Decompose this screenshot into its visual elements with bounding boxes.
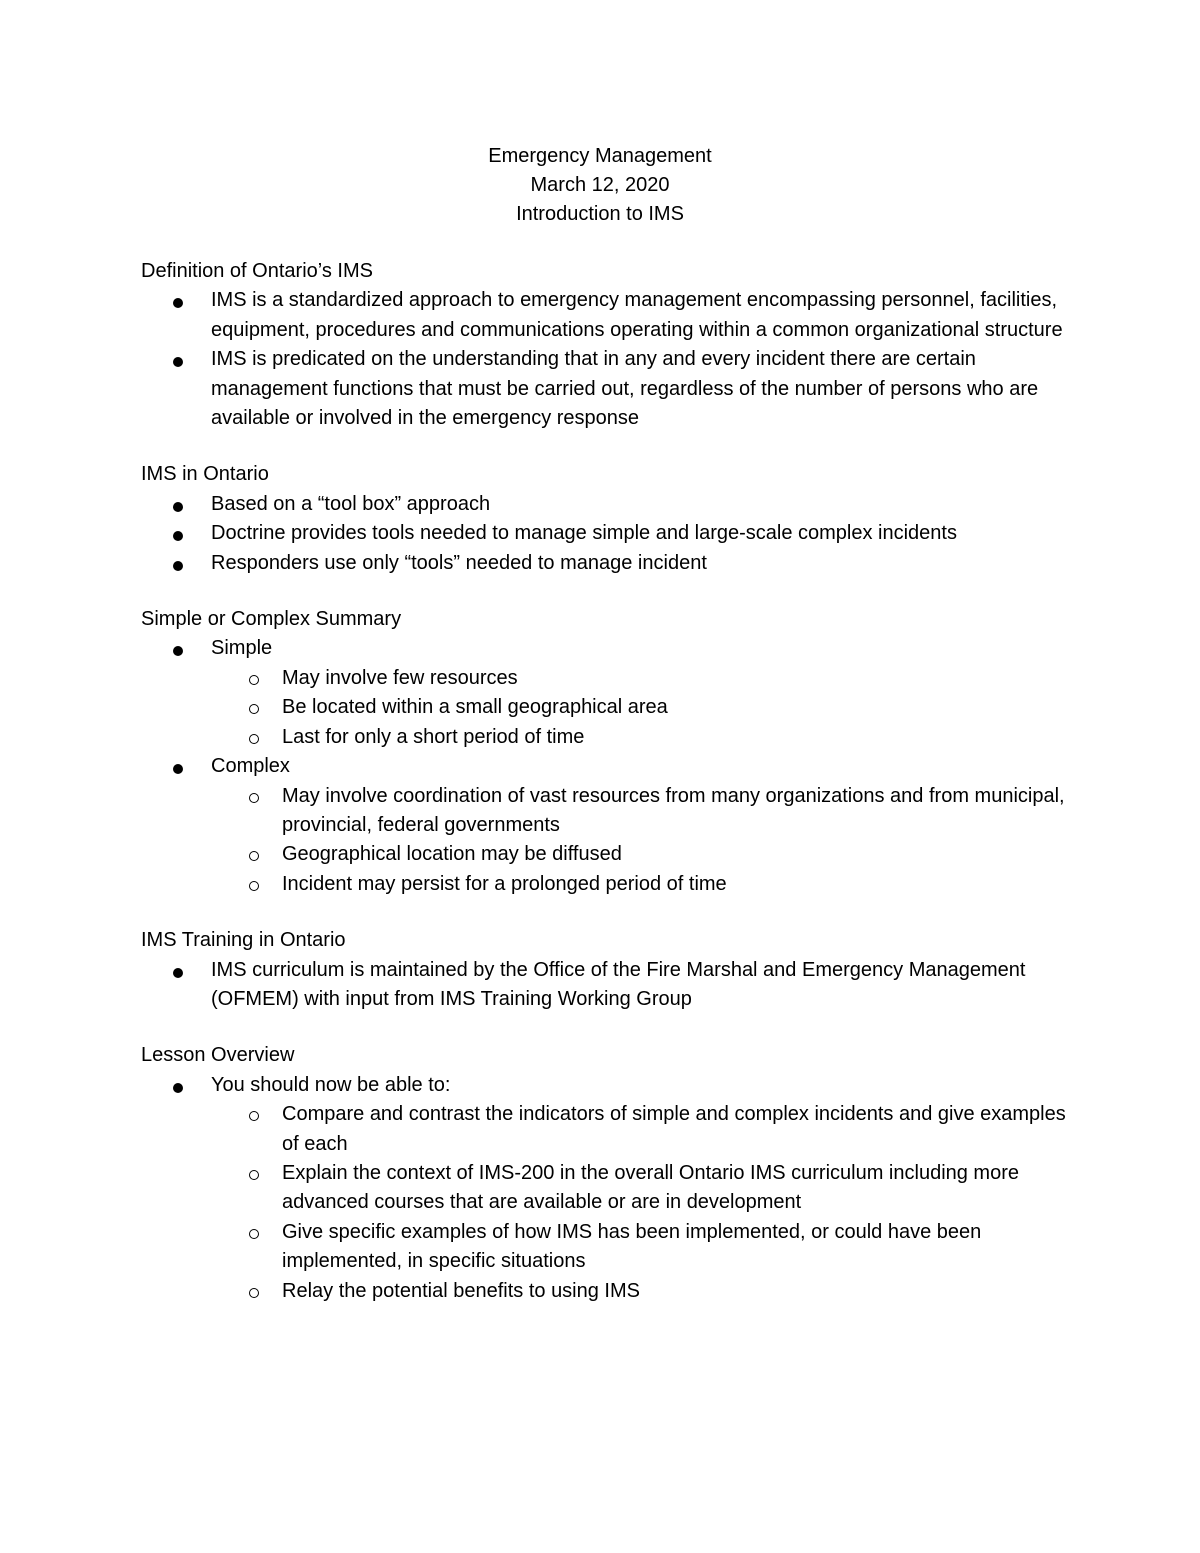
document-subtitle: Introduction to IMS bbox=[516, 203, 684, 225]
sub-bullet-item bbox=[211, 1100, 1071, 1159]
sub-bullet-list bbox=[211, 782, 1071, 900]
sub-bullet-text: Give specific examples of how IMS has been implemented, or could have been implemented, in specific situations bbox=[282, 1220, 982, 1273]
bullet-text: You should now be able to: bbox=[211, 1073, 451, 1096]
section bbox=[141, 605, 1071, 899]
bullet-item bbox=[141, 549, 1071, 578]
document-title: Emergency Management bbox=[488, 145, 712, 167]
bullet-dot-icon bbox=[173, 502, 183, 512]
bullet-item bbox=[141, 345, 1071, 433]
bullet-text: Doctrine provides tools needed to manage simple and large-scale complex incidents bbox=[211, 522, 957, 545]
section bbox=[141, 1041, 1071, 1306]
sub-bullet-text: May involve coordination of vast resources from many organizations and from municipal, provincial, federal governments bbox=[282, 784, 1065, 836]
hollow-circle-icon bbox=[249, 704, 259, 714]
bullet-text: IMS curriculum is maintained by the Office of the Fire Marshal and Emergency Management (OFMEM) with input from IMS Training Working Group bbox=[211, 958, 1026, 1010]
hollow-circle-icon bbox=[249, 793, 259, 803]
sub-bullet-list bbox=[211, 1100, 1071, 1306]
document-body bbox=[141, 257, 1071, 1333]
bullet-dot-icon bbox=[173, 298, 183, 308]
hollow-circle-icon bbox=[249, 881, 259, 891]
sub-bullet-text: Relay the potential benefits to using IMS bbox=[282, 1279, 640, 1302]
sub-bullet-item bbox=[211, 1277, 1071, 1306]
sub-bullet-item bbox=[211, 782, 1071, 841]
sub-bullet-item bbox=[211, 840, 1071, 869]
bullet-list bbox=[141, 286, 1071, 433]
hollow-circle-icon bbox=[249, 1111, 259, 1121]
sub-bullet-item bbox=[211, 870, 1071, 899]
sub-bullet-item bbox=[211, 723, 1071, 752]
bullet-dot-icon bbox=[173, 357, 183, 367]
bullet-item bbox=[141, 519, 1071, 548]
hollow-circle-icon bbox=[249, 851, 259, 861]
sub-bullet-text: Last for only a short period of time bbox=[282, 725, 585, 748]
sub-bullet-text: May involve few resources bbox=[282, 666, 518, 689]
sub-bullet-text: Explain the context of IMS-200 in the overall Ontario IMS curriculum including more advanced courses that are available or are in development bbox=[282, 1161, 1020, 1214]
section bbox=[141, 926, 1071, 1014]
bullet-text: Simple bbox=[211, 637, 273, 660]
hollow-circle-icon bbox=[249, 1288, 259, 1298]
document-date: March 12, 2020 bbox=[530, 174, 670, 196]
bullet-dot-icon bbox=[173, 1083, 183, 1093]
bullet-text: Complex bbox=[211, 755, 290, 778]
bullet-dot-icon bbox=[173, 646, 183, 656]
sub-bullet-item bbox=[211, 664, 1071, 693]
section-heading: Lesson Overview bbox=[141, 1044, 295, 1067]
bullet-dot-icon bbox=[173, 968, 183, 978]
bullet-text: IMS is a standardized approach to emergency management encompassing personnel, facilities, equipment, procedures and communications operating within a common organizational structure bbox=[211, 289, 1063, 341]
sub-bullet-text: Compare and contrast the indicators of simple and complex incidents and give examples of each bbox=[282, 1103, 1066, 1155]
section-heading: IMS in Ontario bbox=[141, 463, 269, 486]
section bbox=[141, 257, 1071, 433]
section-heading: IMS Training in Ontario bbox=[141, 929, 346, 952]
bullet-item bbox=[141, 286, 1071, 345]
bullet-text: Responders use only “tools” needed to manage incident bbox=[211, 551, 707, 574]
bullet-item bbox=[141, 752, 1071, 899]
section-heading: Definition of Ontario’s IMS bbox=[141, 260, 373, 282]
sub-bullet-list bbox=[211, 664, 1071, 752]
bullet-dot-icon bbox=[173, 561, 183, 571]
bullet-list bbox=[141, 634, 1071, 899]
document-header bbox=[0, 142, 1200, 229]
section-heading: Simple or Complex Summary bbox=[141, 608, 402, 631]
sub-bullet-text: Be located within a small geographical area bbox=[282, 696, 668, 719]
bullet-item bbox=[141, 634, 1071, 752]
bullet-text: Based on a “tool box” approach bbox=[211, 492, 491, 515]
sub-bullet-item bbox=[211, 1159, 1071, 1218]
bullet-list bbox=[141, 956, 1071, 1015]
sub-bullet-item bbox=[211, 693, 1071, 722]
sub-bullet-text: Geographical location may be diffused bbox=[282, 843, 622, 866]
bullet-list bbox=[141, 1071, 1071, 1306]
hollow-circle-icon bbox=[249, 734, 259, 744]
bullet-dot-icon bbox=[173, 764, 183, 774]
section bbox=[141, 460, 1071, 578]
sub-bullet-item bbox=[211, 1218, 1071, 1277]
bullet-item bbox=[141, 1071, 1071, 1306]
hollow-circle-icon bbox=[249, 1229, 259, 1239]
bullet-text: IMS is predicated on the understanding that in any and every incident there are certain management functions that must be carried out, regardless of the number of persons who are available or involved in the emergency response bbox=[211, 348, 1039, 430]
bullet-item bbox=[141, 490, 1071, 519]
hollow-circle-icon bbox=[249, 675, 259, 685]
bullet-dot-icon bbox=[173, 531, 183, 541]
sub-bullet-text: Incident may persist for a prolonged period of time bbox=[282, 872, 727, 895]
bullet-item bbox=[141, 956, 1071, 1015]
bullet-list bbox=[141, 490, 1071, 578]
hollow-circle-icon bbox=[249, 1170, 259, 1180]
